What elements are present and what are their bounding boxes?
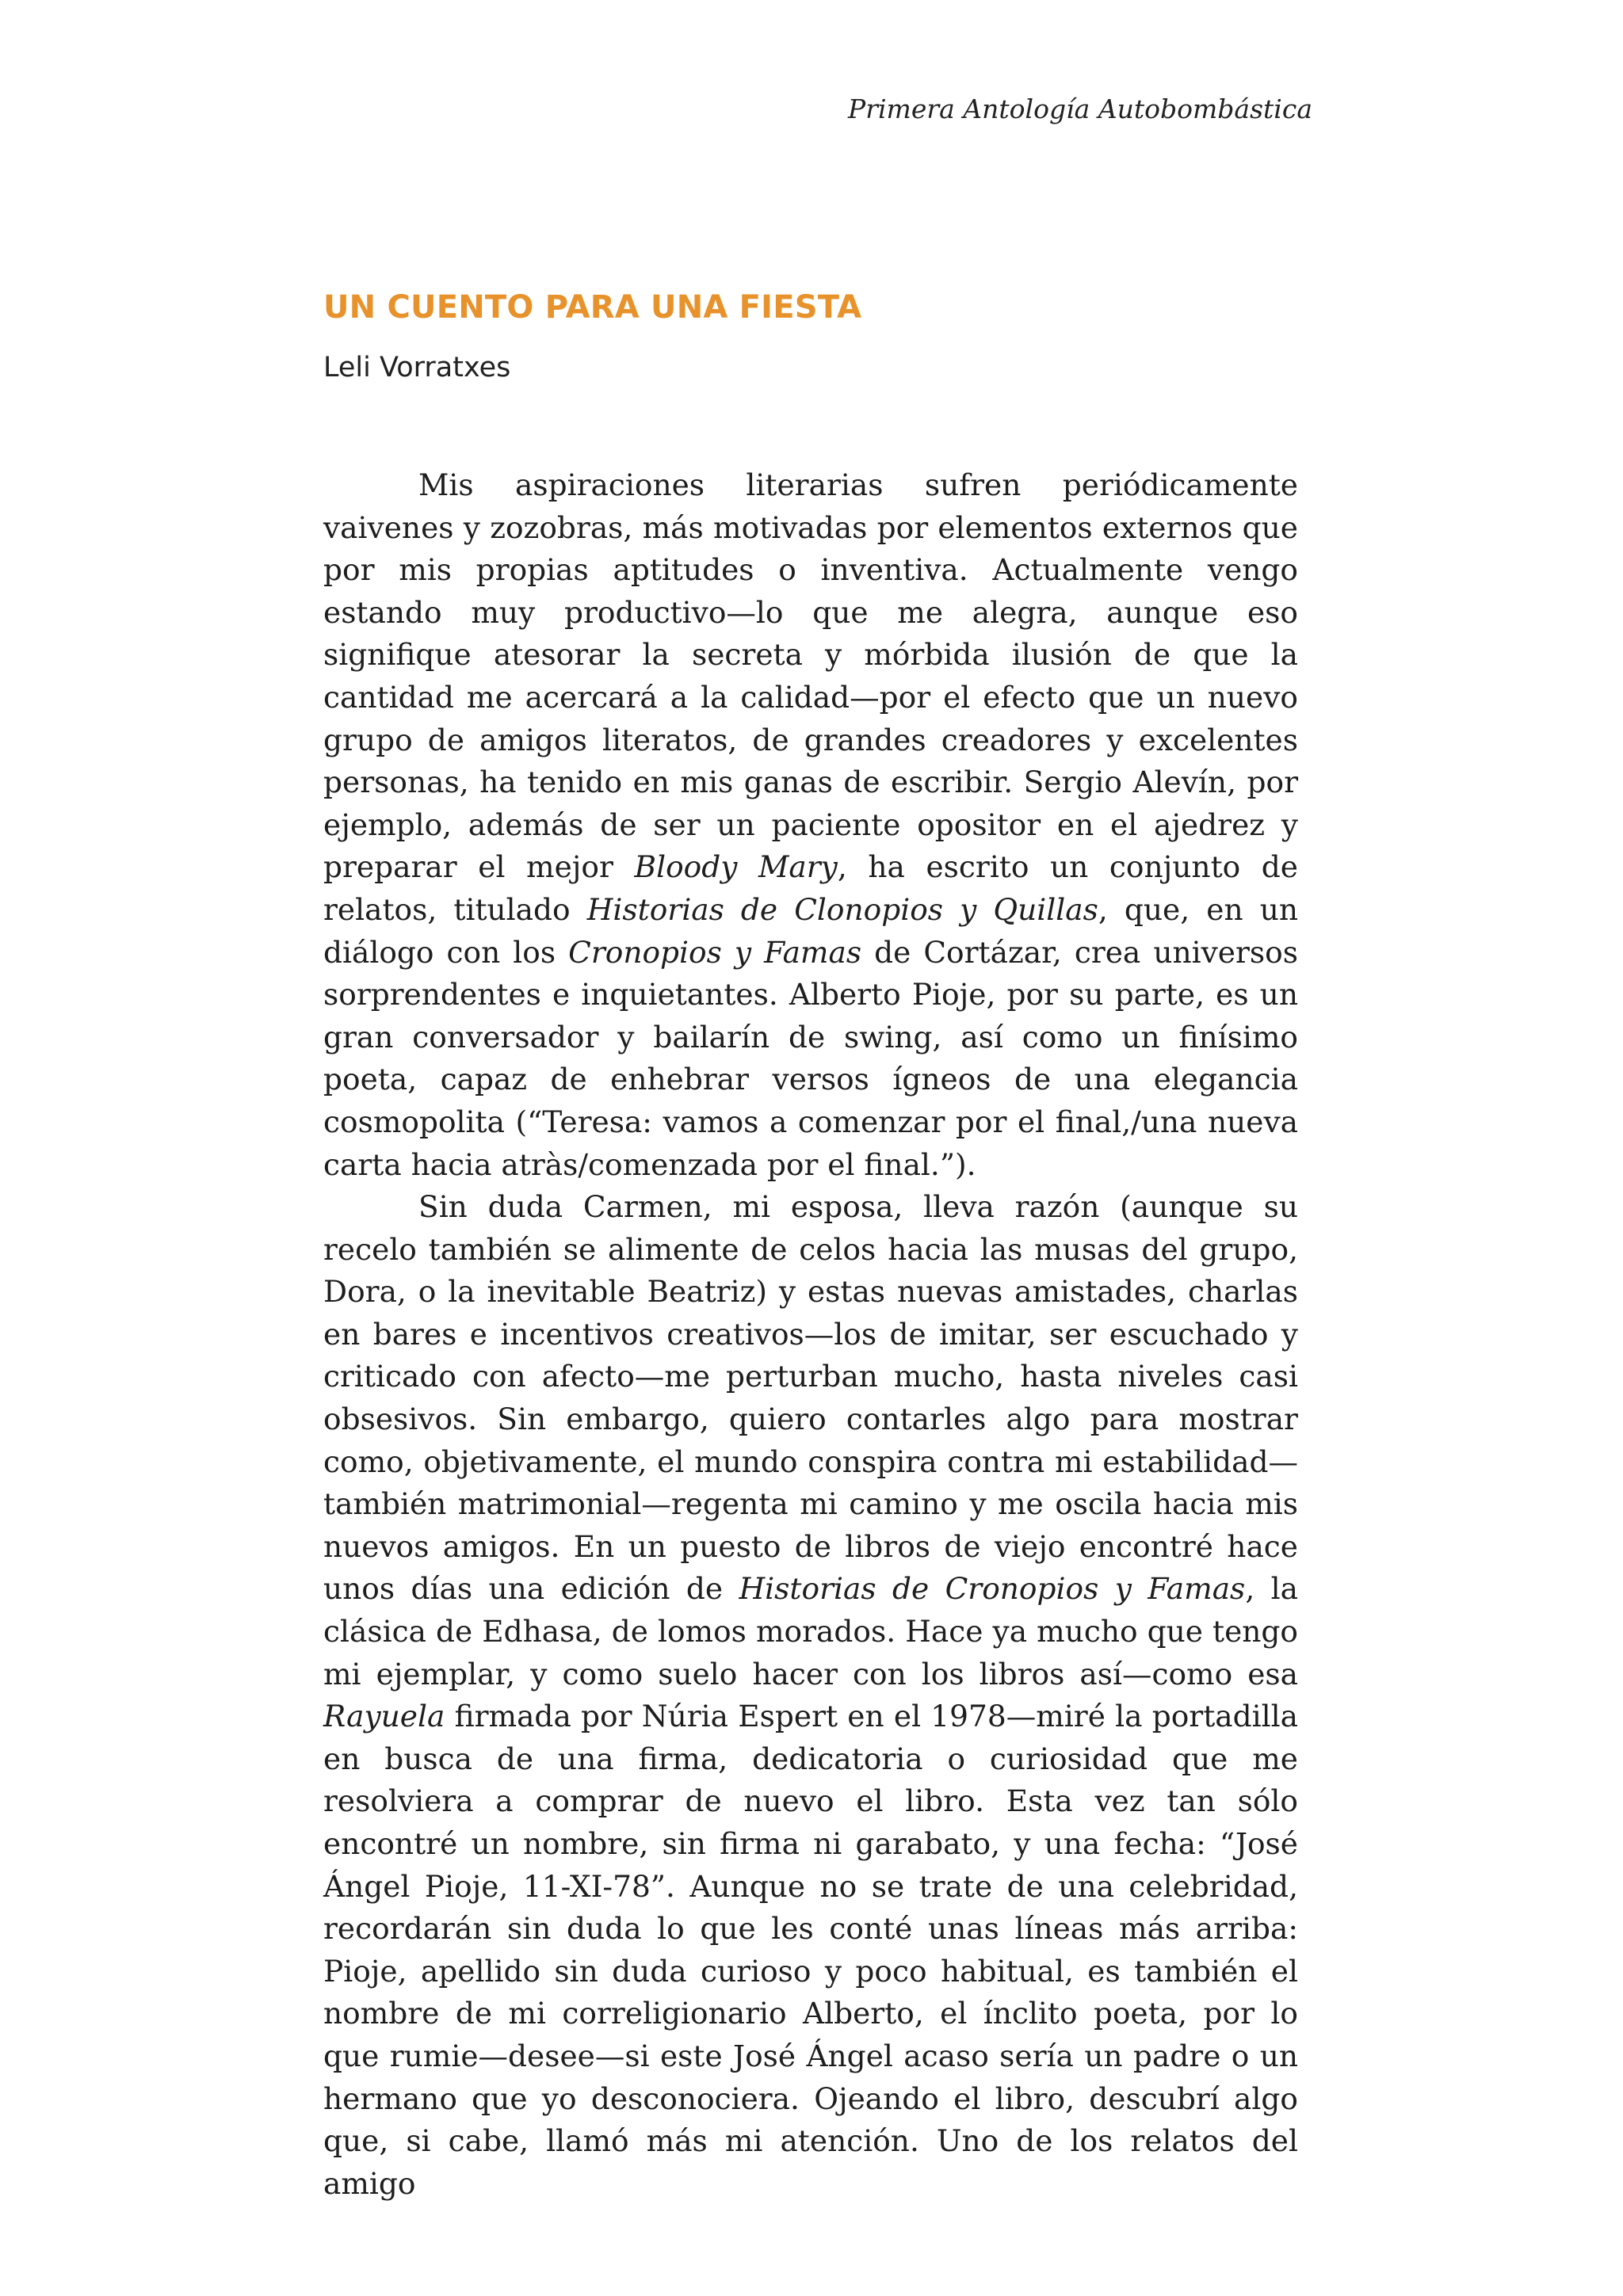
text-run: , ha escrito un conjunto de relatos, titulado bbox=[323, 849, 1299, 927]
story-author: Leli Vorratxes bbox=[323, 352, 511, 383]
paragraph-1 bbox=[323, 464, 1298, 1186]
italic-title: Bloody Mary bbox=[634, 849, 838, 885]
story-title: UN CUENTO PARA UNA FIESTA bbox=[323, 289, 862, 326]
text-run: Mis aspiraciones literarias sufren periódicamente vaivenes y zozobras, más motivadas por elementos externos que por mis propias aptitudes o inventiva. Actualmente vengo estando muy productivo—lo que me alegra, aunque eso signifique atesorar la secreta y mórbida ilusión de que la cantidad me acercará a la calidad—por el efecto que un nuevo grupo de amigos literatos, de grandes creadores y excelentes personas, ha tenido en mis ganas de escribir. Sergio Alevín, por ejemplo, además de ser un paciente opositor en el ajedrez y preparar el mejor bbox=[323, 467, 1298, 885]
italic-title: Historias de Cronopios y Famas bbox=[739, 1571, 1246, 1607]
text-run: firmada por Núria Espert en el 1978—miré la portadilla en busca de una firma, dedicatoria o curiosidad que me resolviera a comprar de nuevo el libro. Esta vez tan sólo encontré un nombre, sin firma ni garabato, y una fecha: “José Ángel Pioje, 11-XI-78”. Aunque no se trate de una celebridad, recordarán sin duda lo que les conté unas líneas más arriba: Pioje, apellido sin duda curioso y poco habitual, es también el nombre de mi correligionario Alberto, el ínclito poeta, por lo que rumie—desee—si este José Ángel acaso sería un padre o un hermano que yo desconociera. Ojeando el libro, descubrí algo que, si cabe, llamó más mi atención. Uno de los relatos del amigo bbox=[323, 1699, 1298, 2201]
text-run: Sin duda Carmen, mi esposa, lleva razón (aunque su recelo también se alimente de celos hacia las musas del grupo, Dora, o la inevitable Beatriz) y estas nuevas amistades, charlas en bares e incentivos creativos—los de imitar, ser escuchado y criticado con afecto—me perturban mucho, hasta niveles casi obsesivos. Sin embargo, quiero contarles algo para mostrar como, objetivamente, el mundo conspira contra mi estabilidad—también matrimonial—regenta mi camino y me oscila hacia mis nuevos amigos. En un puesto de libros de viejo encontré hace unos días una edición de bbox=[323, 1189, 1298, 1607]
running-header: Primera Antología Autobombástica bbox=[848, 93, 1312, 124]
italic-title: Rayuela bbox=[323, 1699, 445, 1734]
text-run: , la clásica de Edhasa, de lomos morados. Hace ya mucho que tengo mi ejemplar, y como suelo hacer con los libros así—como esa bbox=[323, 1571, 1298, 1691]
text-run: , que, en un diálogo con los bbox=[323, 891, 1298, 970]
italic-title: Historias de Clonopios y Quillas bbox=[586, 891, 1098, 927]
text-run: de Cortázar, crea universos sorprendentes e inquietantes. Alberto Pioje, por su parte, es un gran conversador y bailarín de swing, así como un finísimo poeta, capaz de enhebrar versos ígneos de una elegancia cosmopolita (“Teresa: vamos a comenzar por el final,/una nueva carta hacia atràs/comenzada por el final.”). bbox=[323, 934, 1298, 1182]
paragraph-2 bbox=[323, 1186, 1298, 2205]
italic-title: Cronopios y Famas bbox=[568, 934, 862, 970]
story-body bbox=[323, 464, 1298, 2205]
